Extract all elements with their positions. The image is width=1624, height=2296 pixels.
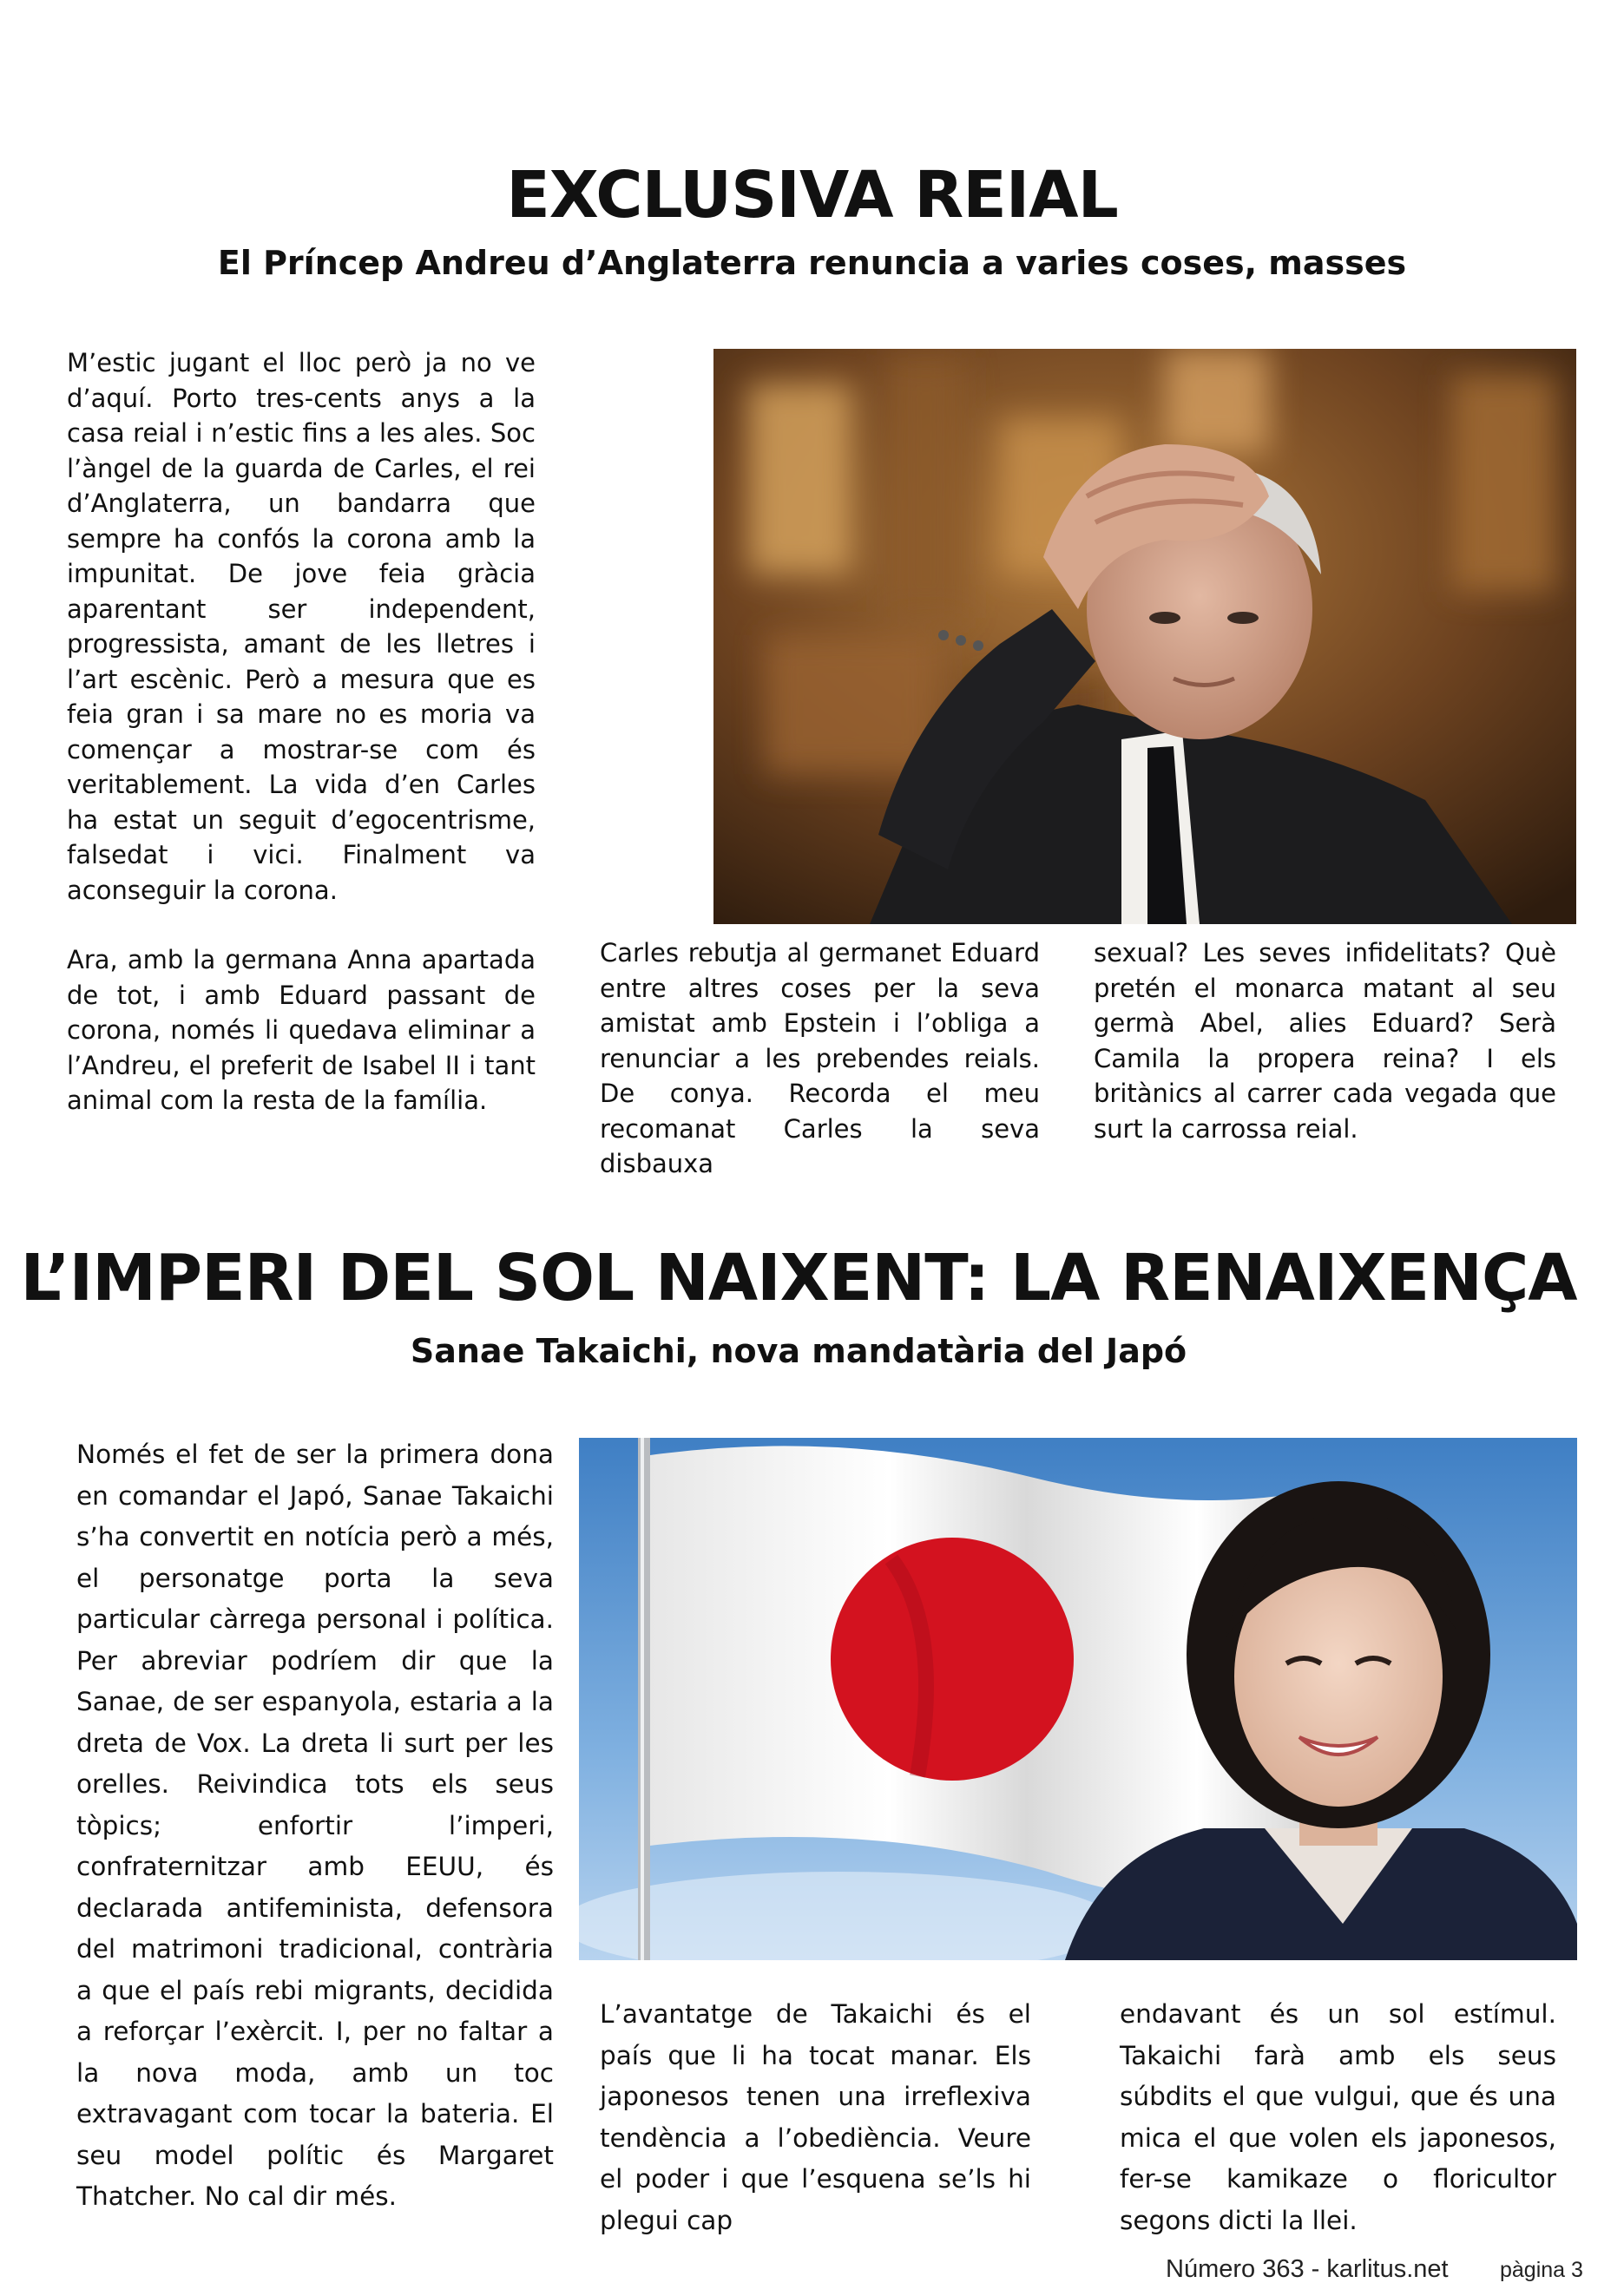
article1-column-3 [1094,935,1556,1146]
article1-col3-text: sexual? Les seves infidelitats? Què pretén el monarca matant al seu germà Abel, alies Eduard? Serà Camila la propera reina? I els britànics al carrer cada vegada que surt la carrossa reial. [1094,938,1556,1144]
article1-column-1 [67,345,536,1118]
article1-title: EXCLUSIVA REIAL [506,158,1118,233]
article2-column-1 [76,1434,554,2218]
article2-col2-text: L’avantatge de Takaichi és el país que li ha tocat manar. Els japonesos tenen una irreflexiva tendència a l’obediència. Veure el poder i que l’esquena se’ls hi plegui cap [600,1999,1031,2235]
article2-column-2 [600,1994,1031,2241]
article2-col1-text: Només el fet de ser la primera dona en comandar el Japó, Sanae Takaichi s’ha convertit en notícia però a més, el personatge porta la seva particular càrrega personal i política. Per abreviar podríem dir que la Sanae, de ser espanyola, estaria a la dreta de Vox. La dreta li surt per les orelles. Reivindica tots els seus tòpics; enfortir l’imperi, confraternitzar amb EEUU, és declarada antifeminista, defensora del matrimoni tradicional, contrària a que el país rebi migrants, decidida a reforçar l’exèrcit. I, per no faltar a la nova moda, amb un toc extravagant com tocar la bateria. El seu model polític és Margaret Thatcher. No cal dir més. [76,1440,554,2211]
footer-page-number: pàgina 3 [1500,2258,1583,2282]
article2-col3-text: endavant és un sol estímul. Takaichi farà amb els seus súbdits el que vulgui, que és una mica el que volen els japonesos, fer-se kamikaze o floricultor segons dicti la llei. [1120,1999,1556,2235]
footer-issue: Número 363 - karlitus.net [1166,2255,1449,2283]
article2-column-3 [1120,1994,1556,2241]
article1-col1-paragraph-1: M’estic jugant el lloc però ja no ve d’aquí. Porto tres-cents anys a la casa reial i n’estic fins a les ales. Soc l’àngel de la guarda de Carles, el rei d’Anglaterra, un bandarra que sempre ha confós la corona amb la impunitat. De jove feia gràcia aparentant ser independent, progressista, amant de les lletres i l’art escènic. Però a mesura que es feia gran i sa mare no es moria va començar a mostrar-se com és veritablement. La vida d’en Carles ha estat un seguit d’egocentrisme, falsedat i vici. Finalment va aconseguir la corona. [67,348,536,905]
article1-col2-text: Carles rebutja al germanet Eduard entre altres coses per la seva amistat amb Epstein i l’obliga a renunciar a les prebendes reials. De conya. Recorda el meu recomanat Carles la seva disbauxa [600,938,1040,1178]
article1-col1-paragraph-2: Ara, amb la germana Anna apartada de tot, i amb Eduard passant de corona, només li quedava eliminar a l’Andreu, el preferit de Isabel II i tant animal com la resta de la família. [67,945,536,1115]
article2-title: L’IMPERI DEL SOL NAIXENT: LA RENAIXENÇA [20,1241,1577,1315]
prince-andrew-photo [713,349,1576,924]
article1-subtitle: El Príncep Andreu d’Anglaterra renuncia a varies coses, masses [217,244,1407,282]
takaichi-japan-flag-photo [579,1438,1577,1960]
article2-subtitle: Sanae Takaichi, nova mandatària del Japó [410,1332,1187,1370]
article1-column-2 [600,935,1040,1182]
